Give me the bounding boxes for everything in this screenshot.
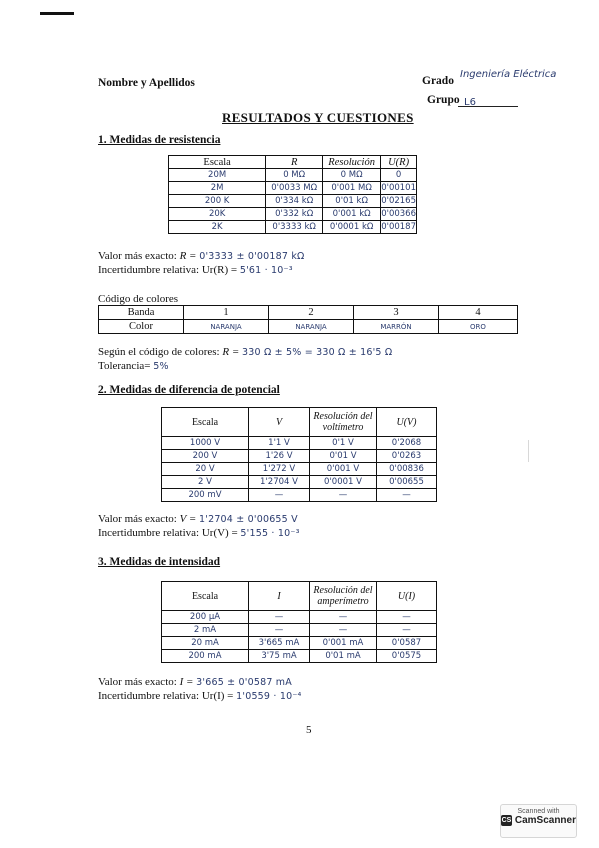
table-row <box>99 306 518 320</box>
table-row <box>162 650 437 663</box>
incert-label: Incertidumbre relativa: Ur(V) = <box>98 527 238 539</box>
incert-label: Incertidumbre relativa: Ur(R) = <box>98 264 238 276</box>
cell: 20 V <box>162 463 249 476</box>
cell: 1'2704 V <box>249 476 310 489</box>
cell: 20 mA <box>162 637 249 650</box>
col-i: I <box>249 582 310 611</box>
banda-1: 1 <box>184 306 269 320</box>
cell: — <box>310 489 377 502</box>
scanner-line1: Scanned with <box>517 808 560 815</box>
cell: 0'001 kΩ <box>323 208 381 221</box>
banda-2: 2 <box>269 306 354 320</box>
col-ur: U(R) <box>381 156 417 169</box>
color-3: MARRÓN <box>354 320 439 334</box>
incert-potencial-line <box>98 527 300 539</box>
cell: 0'0001 V <box>310 476 377 489</box>
valor-var: R = <box>179 250 197 262</box>
cell: 0'001 mA <box>310 637 377 650</box>
valor-value: 0'3333 ± 0'00187 kΩ <box>199 251 305 262</box>
cell: 0 <box>381 169 417 182</box>
cell: — <box>377 611 437 624</box>
color-1: NARANJA <box>184 320 269 334</box>
incert-value: 5'61 · 10⁻³ <box>239 265 293 276</box>
cell: 0'00655 <box>377 476 437 489</box>
table-row <box>162 489 437 502</box>
cell: 200 K <box>169 195 266 208</box>
segun-label: Según el código de colores: <box>98 346 220 358</box>
cell: 0'00836 <box>377 463 437 476</box>
col-v: V <box>249 408 310 437</box>
table-row <box>169 195 417 208</box>
table-row <box>162 450 437 463</box>
cell: 0'01 kΩ <box>323 195 381 208</box>
cell: 0'0587 <box>377 637 437 650</box>
cell: 200 mA <box>162 650 249 663</box>
segun-value: 330 Ω ± 5% = 330 Ω ± 16'5 Ω <box>242 347 393 358</box>
cell: — <box>310 611 377 624</box>
table-row <box>99 320 518 334</box>
grupo-field <box>458 92 518 107</box>
cell: 0'00101 <box>381 183 416 193</box>
segun-var: R = <box>222 346 240 358</box>
section-potencial-heading: 2. Medidas de diferencia de potencial <box>98 384 280 396</box>
cell: 1'1 V <box>249 437 310 450</box>
incert-value: 1'0559 · 10⁻⁴ <box>236 691 302 702</box>
camscanner-logo-icon: CS <box>501 817 512 824</box>
cell: 0'334 kΩ <box>266 195 323 208</box>
camscanner-badge <box>500 804 577 838</box>
cell: 0'0263 <box>377 450 437 463</box>
tolerancia-line <box>98 360 169 372</box>
table-row <box>169 182 417 195</box>
cell: 0'0575 <box>377 650 437 663</box>
potencial-table <box>161 407 437 502</box>
nombre-label: Nombre y Apellidos <box>98 77 195 89</box>
table-row <box>162 624 437 637</box>
page-title: RESULTADOS Y CUESTIONES <box>222 110 414 125</box>
cell: 0 MΩ <box>266 169 323 182</box>
cell: 1'272 V <box>249 463 310 476</box>
cell: 0'0001 kΩ <box>323 221 381 234</box>
col-escala: Escala <box>169 156 266 169</box>
color-label: Color <box>99 320 184 334</box>
colores-table <box>98 305 518 334</box>
bleed-mark <box>528 440 529 462</box>
valor-value: 3'665 ± 0'0587 mA <box>196 677 292 688</box>
cell: 0'332 kΩ <box>266 208 323 221</box>
scan-mark <box>40 12 74 15</box>
table-row <box>162 611 437 624</box>
banda-3: 3 <box>354 306 439 320</box>
col-resolucion: Resolución del voltímetro <box>310 408 377 437</box>
valor-label: Valor más exacto: <box>98 676 177 688</box>
cell: 0'2068 <box>377 437 437 450</box>
cell: 2K <box>169 221 266 234</box>
cell: — <box>310 624 377 637</box>
resistencia-table <box>168 155 417 234</box>
valor-potencial-line <box>98 513 298 525</box>
cell: — <box>249 624 310 637</box>
col-r: R <box>266 156 323 169</box>
banda-4: 4 <box>439 306 518 320</box>
grupo-label: Grupo <box>427 94 460 106</box>
cell: — <box>377 624 437 637</box>
table-row <box>162 463 437 476</box>
cell: 0'01 V <box>310 450 377 463</box>
section-intensidad-heading: 3. Medidas de intensidad <box>98 556 221 568</box>
cell: 2 mA <box>162 624 249 637</box>
cell: — <box>249 489 310 502</box>
scanner-brand <box>501 815 576 826</box>
cell: 2 V <box>162 476 249 489</box>
cell: — <box>377 489 437 502</box>
cell: 0'001 MΩ <box>323 182 381 195</box>
grupo-value: L6 <box>464 97 476 108</box>
colores-heading: Código de colores <box>98 293 179 305</box>
cell: 1000 V <box>162 437 249 450</box>
cell: 0'02165 <box>381 196 416 206</box>
grado-label: Grado <box>422 75 454 87</box>
valor-var: V = <box>179 513 197 525</box>
valor-resistencia-line <box>98 250 305 262</box>
cell: — <box>249 611 310 624</box>
valor-label: Valor más exacto: <box>98 250 177 262</box>
incert-intensidad-line <box>98 690 302 702</box>
cell: 0'3333 kΩ <box>266 221 323 234</box>
valor-intensidad-line <box>98 676 292 688</box>
cell: 200 V <box>162 450 249 463</box>
col-escala: Escala <box>162 408 249 437</box>
cell: 3'75 mA <box>249 650 310 663</box>
section-resistencia-heading: 1. Medidas de resistencia <box>98 134 221 146</box>
cell: 0 MΩ <box>323 169 381 182</box>
col-ui: U(I) <box>377 582 437 611</box>
table-row <box>169 169 417 182</box>
page-number: 5 <box>306 724 312 736</box>
table-row <box>162 437 437 450</box>
valor-value: 1'2704 ± 0'00655 V <box>199 514 298 525</box>
table-header-row <box>162 408 437 437</box>
table-row <box>169 221 417 234</box>
segun-line <box>98 346 392 358</box>
col-escala: Escala <box>162 582 249 611</box>
banda-label: Banda <box>99 306 184 320</box>
cell: 20M <box>169 169 266 182</box>
grado-value: Ingeniería Eléctrica <box>460 69 557 80</box>
incert-value: 5'155 · 10⁻³ <box>240 528 300 539</box>
col-uv: U(V) <box>377 408 437 437</box>
table-row <box>162 637 437 650</box>
valor-var: I = <box>179 676 194 688</box>
incert-resistencia-line <box>98 264 293 276</box>
col-resolucion: Resolución <box>323 156 381 169</box>
incert-label: Incertidumbre relativa: Ur(I) = <box>98 690 234 702</box>
table-row <box>162 476 437 489</box>
cell: 0'00187 <box>381 222 416 232</box>
tol-value: 5% <box>153 361 169 372</box>
scanner-line2: CamScanner <box>514 815 576 826</box>
color-2: NARANJA <box>269 320 354 334</box>
tol-label: Tolerancia= <box>98 360 151 372</box>
cell: 0'001 V <box>310 463 377 476</box>
table-header-row <box>162 582 437 611</box>
cell: 200 μA <box>162 611 249 624</box>
table-header-row <box>169 156 417 169</box>
table-row <box>169 208 417 221</box>
cell: 0'00366 <box>381 209 416 219</box>
cell: 3'665 mA <box>249 637 310 650</box>
cell: 0'1 V <box>310 437 377 450</box>
cell: 20K <box>169 208 266 221</box>
cell: 0'0033 MΩ <box>266 182 323 195</box>
valor-label: Valor más exacto: <box>98 513 177 525</box>
color-4: ORO <box>439 320 518 334</box>
cell: 0'01 mA <box>310 650 377 663</box>
intensidad-table <box>161 581 437 663</box>
col-resolucion: Resolución del amperímetro <box>310 582 377 611</box>
cell: 200 mV <box>162 489 249 502</box>
cell: 1'26 V <box>249 450 310 463</box>
cell: 2M <box>169 182 266 195</box>
